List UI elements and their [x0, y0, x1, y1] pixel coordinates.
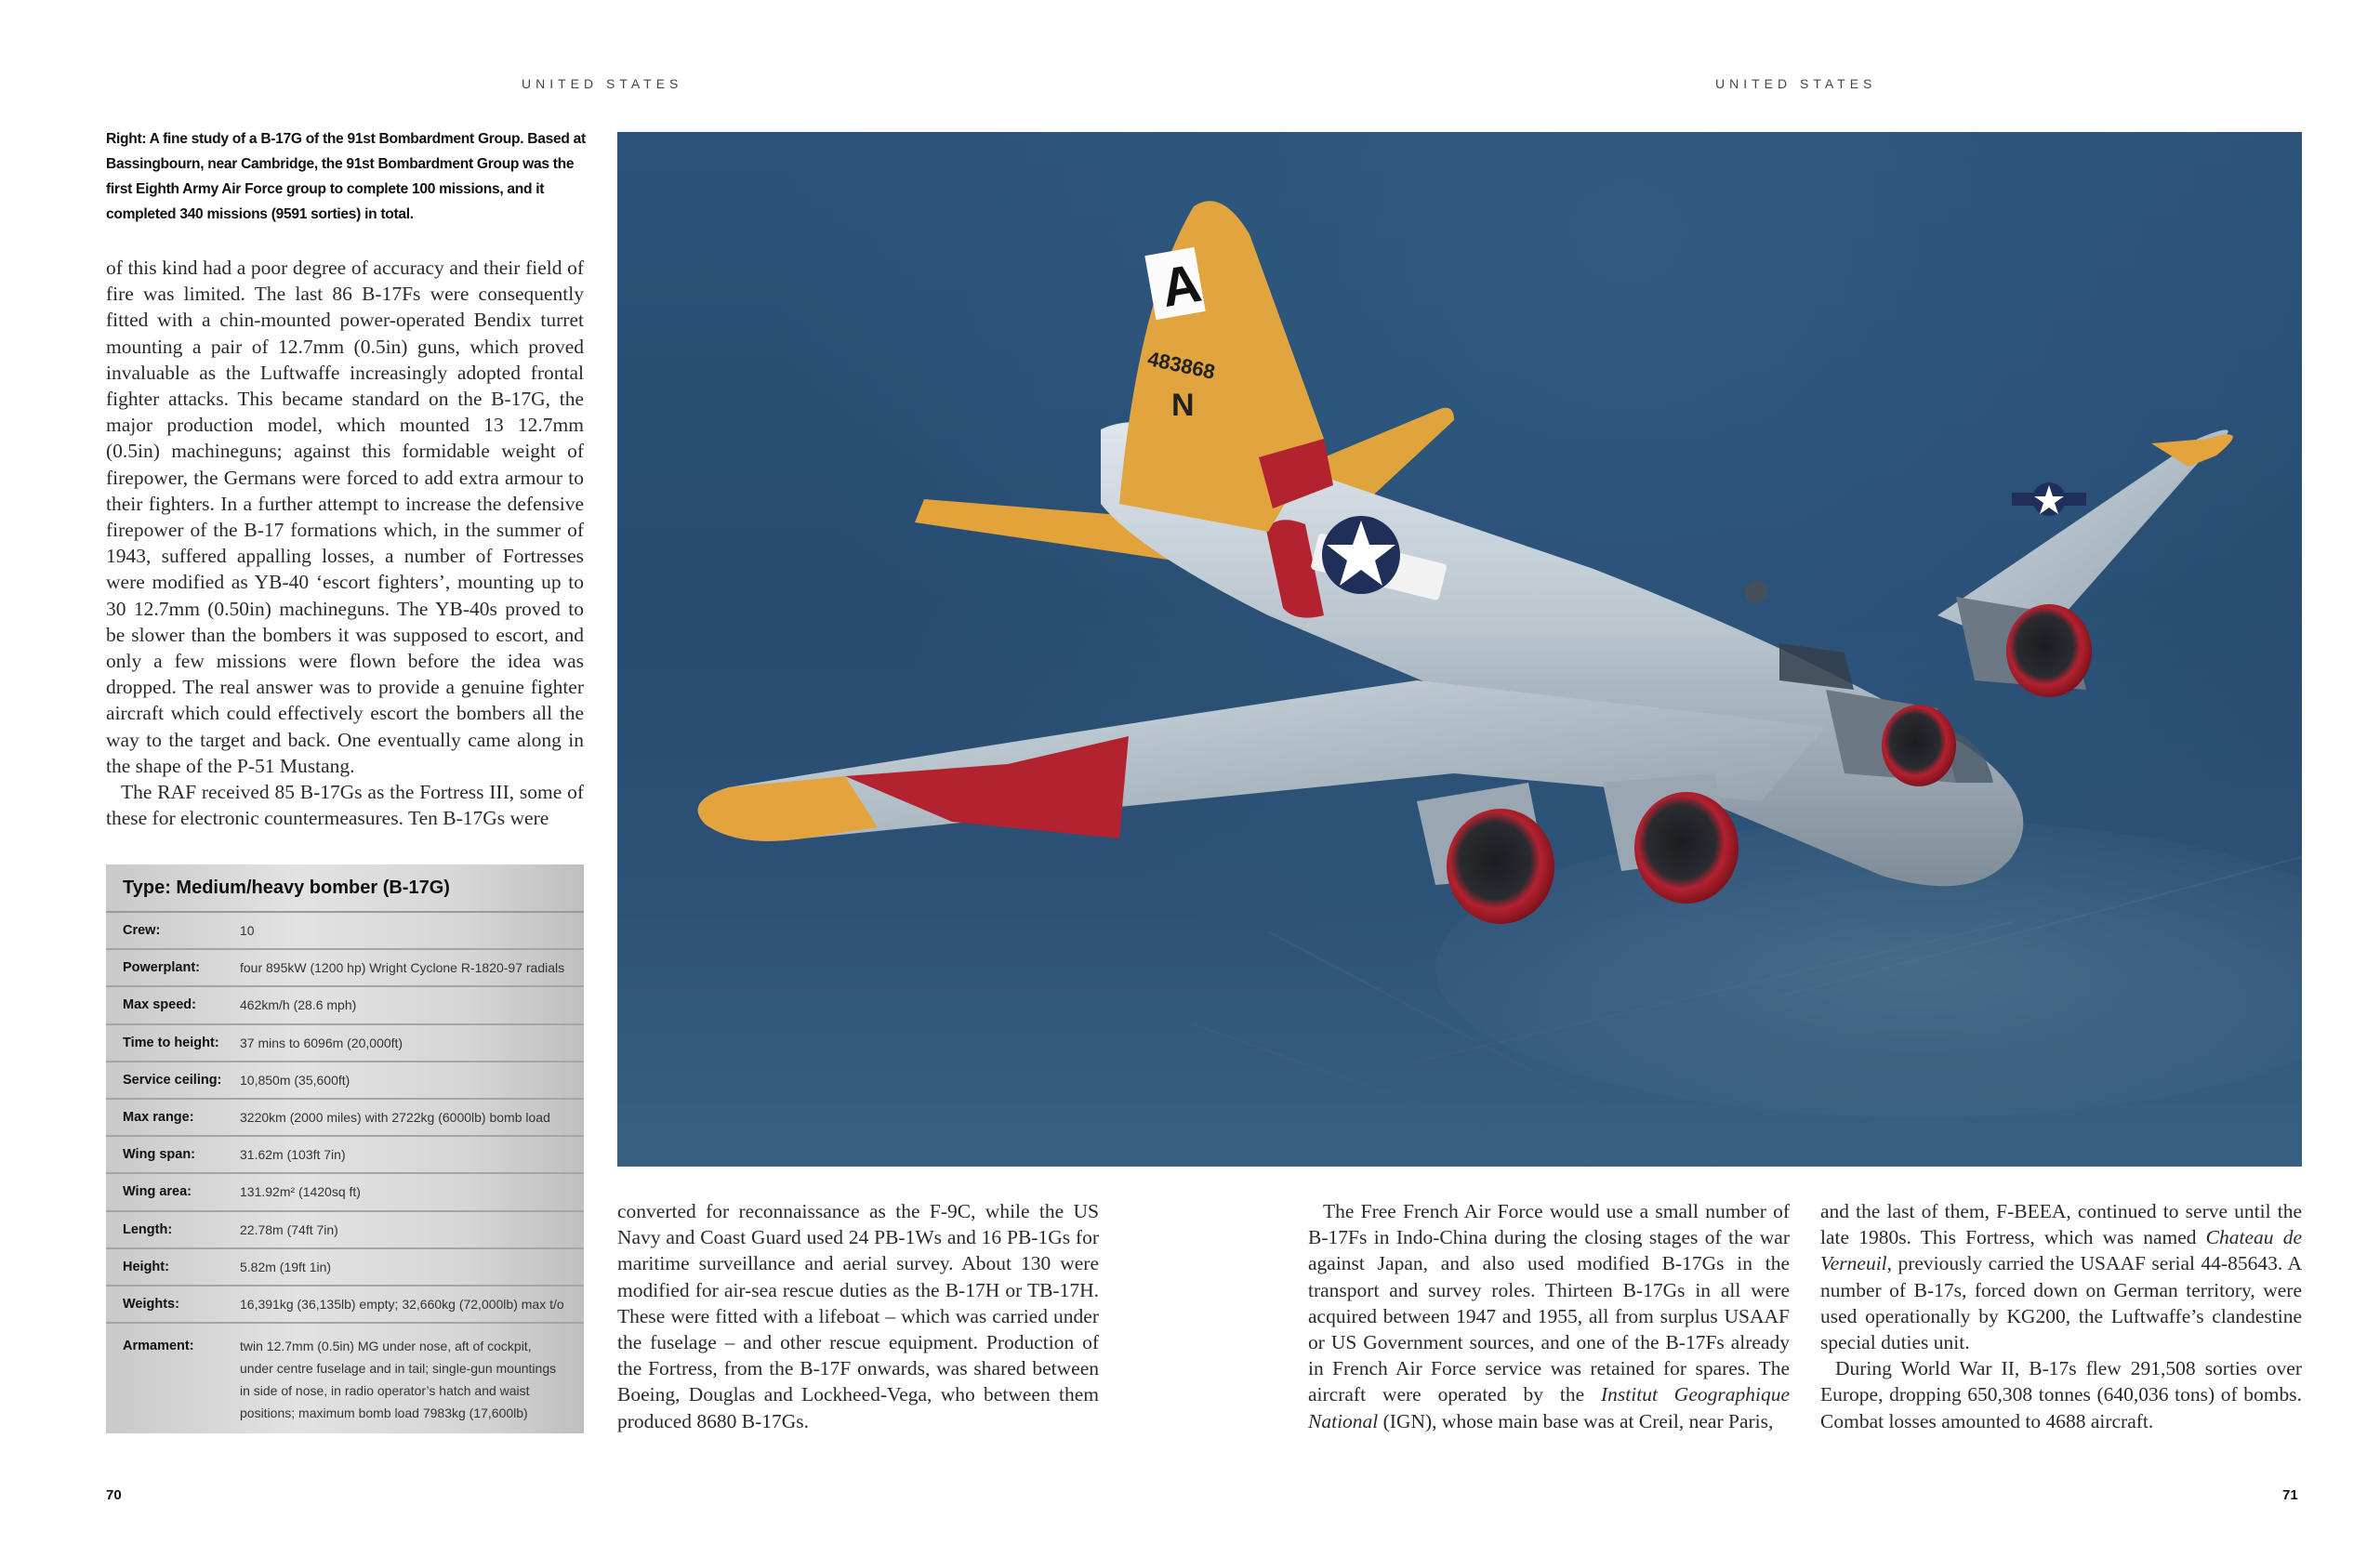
spec-label: Armament: [123, 1339, 194, 1354]
running-head-right: UNITED STATES [1715, 76, 1877, 91]
spec-value: 22.78m (74ft 7in) [240, 1221, 338, 1237]
right-wing-insignia [2012, 482, 2086, 516]
paragraph: converted for reconnaissance as the F-9C, while the US Navy and Coast Guard used 24 PB-1Ws and 16 PB-1Gs for maritime surveillance and aerial survey. About 130 were modified for air-sea rescue duties as the B-17H or TB-17H. These were fitted with a lifeboat – which was carried under the fuselage – and other rescue equipment. Production of the Fortress, from the B-17F onwards, was shared between Boeing, Douglas and Lockheed-Vega, who between them produced 8680 B-17Gs. [617, 1200, 1099, 1432]
italic-text: Institut Geographique National [1308, 1383, 1791, 1432]
spec-label: Wing area: [123, 1184, 192, 1200]
spec-label: Powerplant: [123, 960, 200, 976]
spec-label: Weights: [123, 1296, 179, 1312]
spec-label: Crew: [123, 923, 161, 939]
spec-value: 31.62m (103ft 7in) [240, 1147, 346, 1163]
paragraph [1308, 1198, 1790, 1434]
spec-label: Max range: [123, 1110, 194, 1126]
running-head-left: UNITED STATES [522, 76, 683, 91]
paragraph [1820, 1198, 2302, 1355]
spec-row-crew [106, 913, 584, 950]
spec-value: 10 [240, 923, 255, 939]
text-run: (IGN), whose main base was at Creil, near Paris, [1378, 1409, 1774, 1432]
b17-photo [617, 132, 2302, 1167]
spec-label: Service ceiling: [123, 1072, 222, 1088]
spec-value: 10,850m (35,600ft) [240, 1072, 350, 1088]
spec-label: Max speed: [123, 997, 196, 1013]
paragraph: The RAF received 85 B-17Gs as the Fortress III, some of these for electronic countermeasures. Ten B-17Gs were [106, 781, 584, 830]
top-turret [1745, 581, 1767, 603]
spec-label: Wing span: [123, 1147, 196, 1163]
right-column-2 [1308, 1198, 1790, 1434]
paragraph: of this kind had a poor degree of accuracy and their field of fire was limited. The last 86 B-17Fs were consequently fitted with a chin-mounted power-operated Bendix turret mounting a pair of 12.7mm (0.5in) guns, which proved invaluable as the Luftwaffe increasingly adopted frontal fighter attacks. This became standard on the B-17G, the major production model, which mounted 13 12.7mm (0.5in) machineguns; against this formidable weight of firepower, the Germans were forced to add extra armour to their fighters. In a further attempt to increase the defensive firepower of the B-17 formations which, in the summer of 1943, suffered appalling losses, a number of Fortresses were modified as YB-40 ‘escort fighters’, mounting up to 30 12.7mm (0.50in) machineguns. The YB-40s proved to be slower than the bombers it was supposed to escort, and only a few missions were flown before the idea was dropped. The real answer was to provide a genuine fighter aircraft which could effectively escort the bombers all the way to the target and back. One eventually came along in the shape of the P-51 Mustang. [106, 257, 584, 777]
spec-value: 16,391kg (36,135lb) empty; 32,660kg (72,000lb) max t/o [240, 1296, 564, 1312]
spec-row-max-speed [106, 987, 584, 1024]
page-number-left: 70 [106, 1487, 122, 1503]
spec-value: twin 12.7mm (0.5in) MG under nose, aft of cockpit, under centre fuselage and in tail; single-gun mountings in side of nose, in radio operator’s hatch and waist positions; maximum bomb load 7983kg (17,600lb) [240, 1339, 557, 1421]
spec-row-wing-span [106, 1137, 584, 1174]
spec-value: four 895kW (1200 hp) Wright Cyclone R-1820-97 radials [240, 960, 565, 976]
text-run: and the last of them, F-BEEA, continued to serve until the late 1980s. This Fortress, which was named [1820, 1200, 2302, 1249]
spec-value: 3220km (2000 miles) with 2722kg (6000lb) bomb load [240, 1110, 550, 1126]
spec-label: Height: [123, 1259, 169, 1274]
spec-table [106, 864, 584, 1433]
spec-row-length [106, 1212, 584, 1249]
spec-row-time-to-height [106, 1025, 584, 1062]
spec-row-weights [106, 1287, 584, 1324]
tail-code: N [1171, 388, 1195, 423]
spec-row-height [106, 1249, 584, 1287]
spec-table-title: Type: Medium/heavy bomber (B-17G) [106, 864, 584, 913]
engine-inboard-right [1826, 690, 1956, 786]
spec-value: 462km/h (28.6 mph) [240, 997, 357, 1013]
italic-text: Chateau de Verneuil [1820, 1226, 2302, 1275]
right-column-3 [1820, 1198, 2302, 1434]
paragraph: During World War II, B-17s flew 291,508 sorties over Europe, dropping 650,308 tonnes (640,036 tons) of bombs. Combat losses amounted to 4688 aircraft. [1820, 1357, 2302, 1432]
spec-value: 37 mins to 6096m (20,000ft) [240, 1035, 403, 1050]
right-wingtip [2151, 434, 2233, 467]
engine-outboard-right [1956, 597, 2092, 697]
spec-row-service-ceiling [106, 1062, 584, 1100]
left-column-text [106, 255, 584, 831]
text-run: The Free French Air Force would use a small number of B-17Fs in Indo-China during the closing stages of the war against Japan, and also used modified B-17Gs in the transport and survey roles. Thirteen B-17Gs in all were acquired between 1947 and 1955, all from surplus USAAF or US Government sources, and one of the B-17Fs already in French Air Force service was retained for spares. The aircraft were operated by the [1308, 1200, 1790, 1406]
tail-serial: 483868 [1145, 347, 1218, 384]
right-column-1 [617, 1198, 1099, 1434]
spec-value: 131.92m² (1420sq ft) [240, 1184, 361, 1200]
spec-value: 5.82m (19ft 1in) [240, 1259, 332, 1274]
photo-caption: Right: A fine study of a B-17G of the 91st Bombardment Group. Based at Bassingbourn, near Cambridge, the 91st Bombardment Group was the first Eighth Army Air Force group to complete 100 missions, and it completed 340 missions (9591 sorties) in total. [106, 131, 586, 222]
b17-aircraft-illustration [617, 132, 2302, 1167]
spec-label: Time to height: [123, 1035, 219, 1050]
spec-row-max-range [106, 1100, 584, 1137]
spec-row-armament [106, 1324, 584, 1421]
page-number-right: 71 [2282, 1487, 2298, 1503]
engine-outboard-left [1417, 783, 1554, 924]
spec-row-wing-area [106, 1174, 584, 1211]
spec-row-powerplant [106, 950, 584, 987]
tail-letter: A [1157, 252, 1206, 320]
text-run: , previously carried the USAAF serial 44-85643. A number of B-17s, forced down on German territory, were used operationally by KG200, the Luftwaffe’s clandestine special duties unit. [1820, 1252, 2302, 1354]
spec-label: Length: [123, 1221, 173, 1237]
